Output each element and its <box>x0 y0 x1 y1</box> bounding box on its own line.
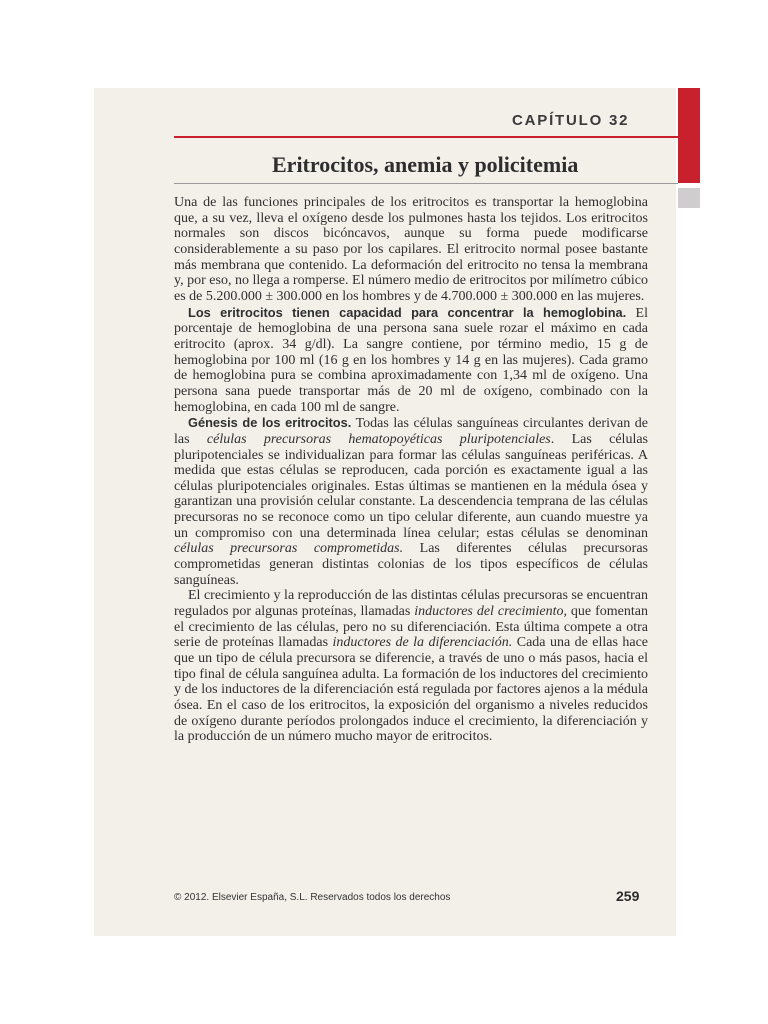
growth-text-a: El crecimiento y la reproducción de las distintas células precursoras se encuentran regulados por algunas proteínas, llamadas <box>174 588 648 620</box>
paragraph-intro: Una de las funciones principales de los eritrocitos es transportar la hemoglobina que, a su vez, lleva el oxígeno desde los pulmones hasta los tejidos. Los eritrocitos normales son discos bicóncavos, aunque su forma puede modificarse considerablemente a su paso por los capilares. El eritrocito normal posee bastante más membrana que contenido. La deformación del eritrocito no tensa la membrana y, por eso, no llega a romperse. El número medio de eritrocitos por milímetro cúbico es de 5.200.000 ± 300.000 en los hombres y de 4.700.000 ± 300.000 en las mujeres. <box>174 195 648 304</box>
paragraph-growth <box>174 588 648 745</box>
genesis-text-b: . Las células pluripotenciales se individualizan para formar las células sanguíneas periféricas. A medida que estas células se reproducen, cada porción es exactamente igual a las células pluripotenciales originales. Estas últimas se mantienen en la médula ósea y garantizan una provisión celular constante. La descendencia temprana de las células precursoras no se reconoce como un tipo celular diferente, aun cuando muestre ya un compromiso con una determinada línea celular; estas células se denominan <box>174 431 648 541</box>
section-heading-genesis: Génesis de los eritrocitos. <box>188 415 352 431</box>
section-heading-hemoglobin: Los eritrocitos tienen capacidad para concentrar la hemoglobina. <box>188 304 627 320</box>
growth-text-b: , que fomentan el crecimiento de las células, pero no su diferenciación. Esta última compete a otra serie de proteínas llamadas <box>174 604 648 651</box>
footer-copyright: © 2012. Elsevier España, S.L. Reservados todos los derechos <box>174 892 451 903</box>
genesis-text-c: Las diferentes células precursoras comprometidas generan distintas colonias de los tipos específicos de células sanguíneas. <box>174 541 648 588</box>
genesis-text-a: Todas las células sanguíneas circulantes derivan de las <box>174 416 648 447</box>
chapter-label: CAPÍTULO 32 <box>512 112 630 129</box>
page-number: 259 <box>616 888 640 904</box>
growth-text-c: Cada una de ellas hace que un tipo de célula precursora se diferencie, a través de uno o más pasos, hacia el tipo final de célula sanguínea adulta. La formación de los inductores del crecimiento y de los inductores de la diferenciación está regulada por factores ajenos a la médula ósea. En el caso de los eritrocitos, la exposición del organismo a niveles reducidos de oxígeno durante períodos prolongados induce el crecimiento, la diferenciación y la producción de un número mucho mayor de eritrocitos. <box>174 635 648 745</box>
chapter-title: Eritrocitos, anemia y policitemia <box>272 152 579 177</box>
paragraph-genesis <box>174 415 648 588</box>
genesis-italic-1: células precursoras hematopoyéticas pluripotenciales <box>206 431 551 447</box>
paragraph-hemoglobin-text: El porcentaje de hemoglobina de una persona sana suele rozar el máximo en cada eritrocito (aprox. 34 g/dl). La sangre contiene, por término medio, 15 g de hemoglobina por 100 ml (16 g en los hombres y 14 g en las mujeres). Cada gramo de hemoglobina pura se combina aproximadamente con 1,34 ml de oxígeno. Una persona sana puede transportar más de 20 ml de oxígeno, combinado con la hemoglobina, en cada 100 ml de sangre. <box>174 305 648 415</box>
growth-italic-2: inductores de la diferenciación. <box>332 635 513 651</box>
genesis-italic-2: células precursoras comprometidas. <box>174 541 404 557</box>
header-rule-red <box>174 136 678 138</box>
growth-italic-1: inductores del crecimiento <box>414 604 564 620</box>
body-text <box>174 195 648 745</box>
paragraph-hemoglobin <box>174 305 648 416</box>
chapter-tab-red <box>678 88 700 183</box>
chapter-tab-gray <box>678 188 700 208</box>
header-rule-thin <box>174 183 678 184</box>
